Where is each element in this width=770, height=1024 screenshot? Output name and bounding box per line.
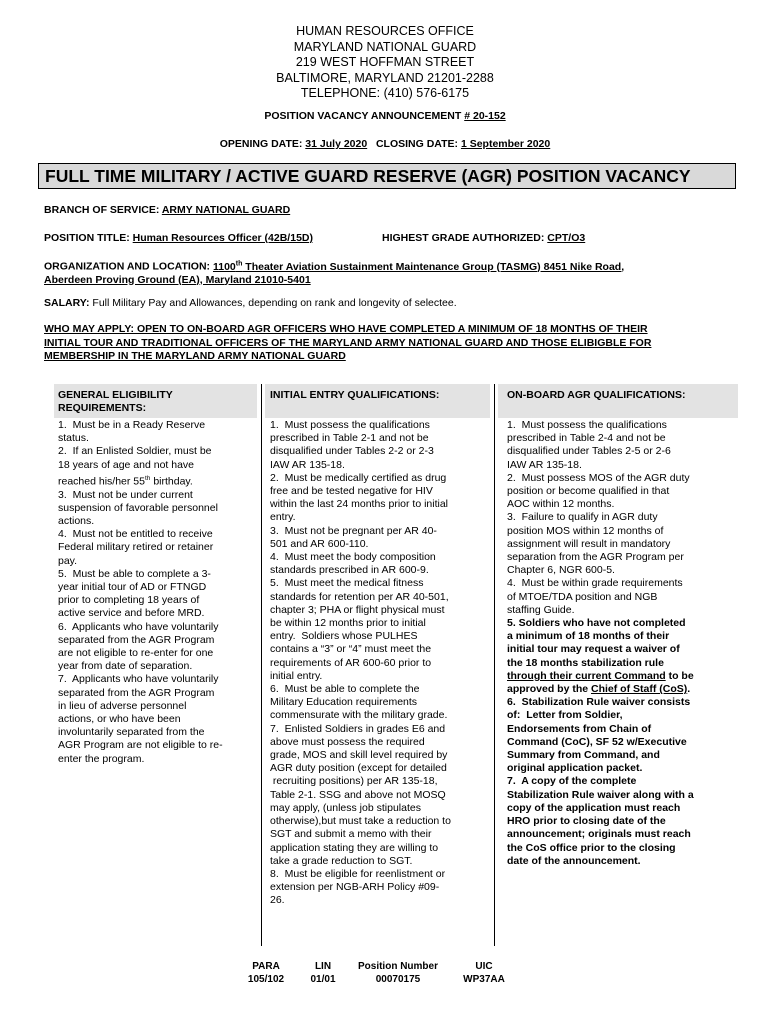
footer-lin: LIN 01/01 [310, 961, 336, 985]
organization-value: 1100th Theater Aviation Sustainment Maintenance Group (TASMG) 8451 Nike Road, [212, 260, 625, 273]
column-divider [261, 384, 262, 946]
general-eligibility-list: 1. Must be in a Ready Reserve status. 2. If an Enlisted Soldier, must be 18 years of age and not have reached his/her 55th birthday. 3. Must not be under current suspension of favorable personnel actions. 4. Must not be entitled to receive Federal military retired or retainer pay. 5. Must be able to complete a 3- year initial tour of AD or FTNGD prior to completing 18 years of active service and before MRD. 6. Applicants who have voluntarily separated from the AGR Program are not eligible to re-enter for one year from date of separation. 7. Applicants who have voluntarily separated from the AGR Program in lieu of adverse personnel actions, or who have been involuntarily separated from the AGR Program are not eligible to re- enter the program. [58, 419, 223, 765]
office-name: HUMAN RESOURCES OFFICE [296, 24, 474, 38]
position-title [44, 232, 313, 245]
announcement-number: # 20-152 [464, 110, 506, 122]
organization-value-line2: Aberdeen Proving Ground (EA), Maryland 21010-5401 [44, 273, 311, 286]
city-state-zip: BALTIMORE, MARYLAND 21201-2288 [276, 70, 494, 85]
salary-value: Full Military Pay and Allowances, depending on rank and longevity of selectee. [89, 297, 457, 309]
closing-date: 1 September 2020 [460, 138, 551, 150]
col1-header: GENERAL ELIGIBILITY REQUIREMENTS: [58, 389, 173, 414]
opening-date-label: OPENING DATE: [219, 138, 306, 150]
column-divider [494, 384, 495, 946]
announcement-label: POSITION VACANCY ANNOUNCEMENT [264, 110, 465, 122]
position-value: Human Resources Officer (42B/15D) [132, 232, 313, 244]
salary-label: SALARY: [44, 297, 90, 309]
office-address-block [0, 24, 770, 102]
footer-para: PARA 105/102 [247, 961, 285, 985]
guard-name: MARYLAND NATIONAL GUARD [293, 39, 477, 54]
who-may-apply: WHO MAY APPLY: OPEN TO ON-BOARD AGR OFFICERS WHO HAVE COMPLETED A MINIMUM OF 18 MONTHS OF THEIR INITIAL TOUR AND TRADITIONAL OFFICERS OF THE MARYLAND ARMY NATIONAL GUARD AND THOSE ELIBIGBLE FOR MEMBERSHIP IN THE MARYLAND ARMY NATIONAL GUARD [44, 323, 652, 362]
organization-label: ORGANIZATION AND LOCATION: [44, 260, 213, 273]
col3-header: ON-BOARD AGR QUALIFICATIONS: [507, 389, 686, 401]
street-address: 219 WEST HOFFMAN STREET [295, 55, 475, 69]
closing-date-label: CLOSING DATE: [375, 138, 461, 150]
salary [44, 297, 457, 310]
opening-date: 31 July 2020 [305, 138, 368, 150]
initial-entry-list: 1. Must possess the qualifications prescribed in Table 2-1 and not be disqualified under Tables 2-2 or 2-3 IAW AR 135-18. 2. Must be medically certified as drug free and be tested negative for HIV within the last 24 months prior to initial entry. 3. Must not be pregnant per AR 40- 501 and AR 600-110. 4. Must meet the body composition standards prescribed in AR 600-9. 5. Must meet the medical fitness standards for retention per AR 40-501, chapter 3; PHA or flight physical must be within 12 months prior to initial entry. Soldiers whose PULHES contains a “3” or “4” must meet the requirements of AR 600-60 prior to initial entry. 6. Must be able to complete the Military Education requirements commensurate with the military grade. 7. Enlisted Soldiers in grades E6 and above must possess the required grade, MOS and skill level required by AGR duty position (except for detailed recruiting positions) per AR 135-18, Table 2-1. SSG and above not MOSQ may apply, (unless job stipulates otherwise),but must take a reduction to SGT and submit a memo with their application stating they are willing to take a grade reduction to SGT. 8. Must be eligible for reenlistment or extension per NGB-ARH Policy #09- 26. [270, 419, 451, 907]
branch-label: BRANCH OF SERVICE: [44, 204, 162, 216]
telephone: TELEPHONE: (410) 576-6175 [300, 86, 470, 100]
col2-header: INITIAL ENTRY QUALIFICATIONS: [270, 389, 440, 401]
footer-uic: UIC WP37AA [463, 961, 505, 985]
branch-value: ARMY NATIONAL GUARD [161, 204, 291, 216]
grade-label: HIGHEST GRADE AUTHORIZED: [382, 232, 548, 244]
dates-line [0, 138, 770, 150]
footer-position-number: Position Number 00070175 [357, 961, 438, 985]
grade-value: CPT/O3 [547, 232, 586, 244]
organization-location [44, 257, 624, 287]
branch-of-service [44, 204, 290, 217]
announcement-number-line [0, 110, 770, 122]
highest-grade [382, 232, 585, 245]
position-label: POSITION TITLE: [44, 232, 133, 244]
on-board-agr-list: 1. Must possess the qualifications prescribed in Table 2-4 and not be disqualified under Tables 2-5 or 2-6 IAW AR 135-18. 2. Must possess MOS of the AGR duty position or become qualified in that AOC within 12 months. 3. Failure to qualify in AGR duty position MOS within 12 months of assignment will result in mandatory separation from the AGR Program per Chapter 6, NGR 600-5. 4. Must be within grade requirements of MTOE/TDA position and NGB staffing Guide. 5. Soldiers who have not completed a minimum of 18 months of their initial tour may request a waiver of the 18 months stabilization rule through their current Command to be approved by the Chief of Staff (CoS). 6. Stabilization Rule waiver consists of: Letter from Soldier, Endorsements from Chain of Command (CoC), SF 52 w/Executive Summary from Command, and original application packet. 7. A copy of the complete Stabilization Rule waiver along with a copy of the application must reach HRO prior to closing date of the announcement; originals must reach the CoS office prior to the closing date of the announcement. [507, 419, 694, 867]
vacancy-banner: FULL TIME MILITARY / ACTIVE GUARD RESERVE (AGR) POSITION VACANCY [38, 163, 736, 189]
